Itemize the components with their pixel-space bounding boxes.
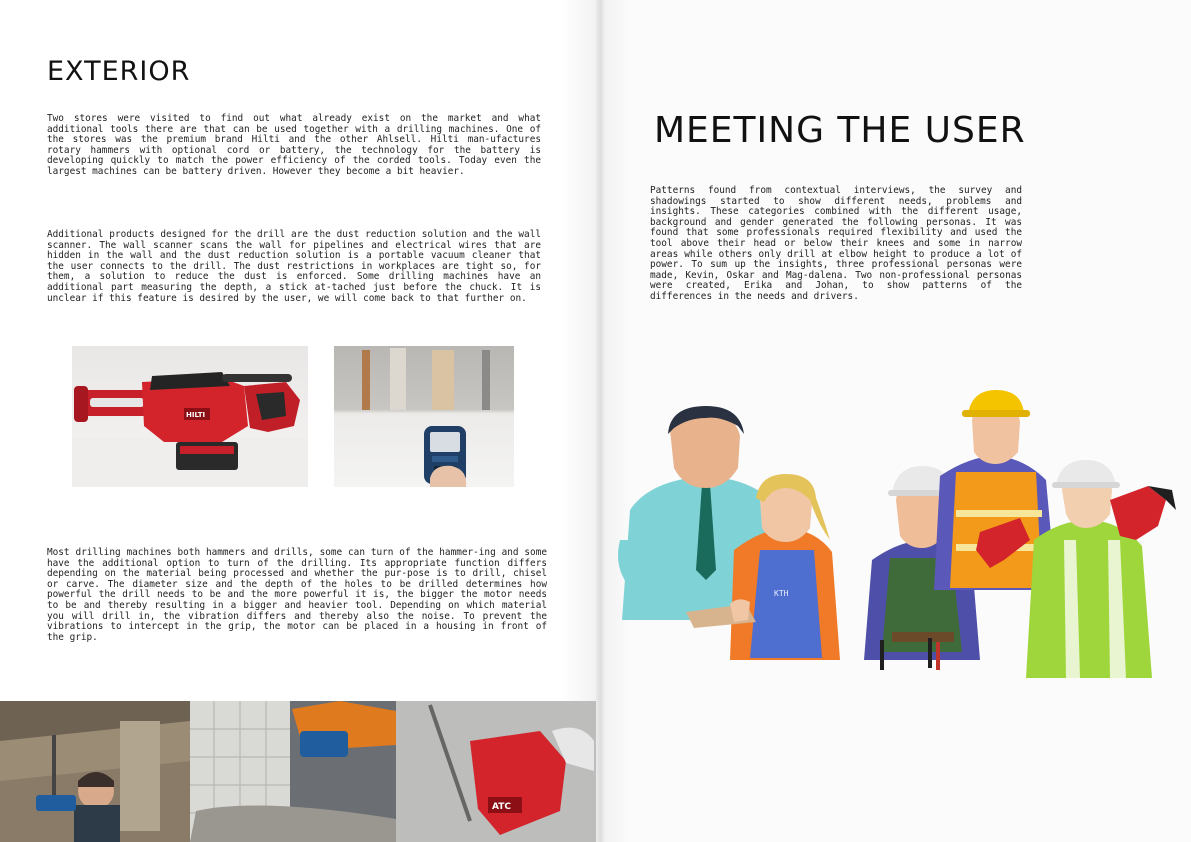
drill-brand-label: HILTI [186, 411, 206, 419]
wall-scanner-photo [334, 346, 514, 487]
exterior-paragraph-3: Most drilling machines both hammers and drills, some can turn of the hammer-ing and some have the additional option to turn of the drilling. Its appropriate function differs depending on the material being processed and whether the pur-pose is to drill, chisel or carve. The diameter size and the depth of the holes to be drilled determines how powerful the drill needs to be and the more powerful it is, the bigger the motor needs to be and thereby resulting in a bigger and heavier tool. Depending on which material you will drill in, the vibration differs and thereby also the noise. To prevent the vibrations to intercept in the grip, the motor can be placed in a housing in front of the grip. [47, 547, 547, 643]
personas-illustration [610, 390, 1180, 690]
bottom-drill-label: ATC [492, 802, 512, 812]
exterior-paragraph-2: Additional products designed for the drill are the dust reduction solution and the wall scanner. The wall scanner scans the wall for pipelines and electrical wires that are hidden in the wall and the dust reduction solution is a portable vacuum cleaner that the user connects to the drill. The dust restrictions in workplaces are tight so, for them, a solution to reduce the dust is enforced. Some drilling machines have an additional part measuring the depth, a stick at-tached just before the chuck. It is unclear if this feature is desired by the user, we will come back to that further on. [47, 229, 541, 304]
exterior-title: EXTERIOR [47, 56, 191, 87]
meeting-user-paragraph: Patterns found from contextual interviews, the survey and shadowings started to show different needs, problems and insights. These categories combined with the different usage, background and gender generated the following personas. It was found that some professionals required flexibility and used the tool above their head or below their knees and some in narrow areas while others only drill at elbow height to produce a lot of power. To sum up the insights, three professional personas were made, Kevin, Oskar and Mag-dalena. Two non-professional personas were created, Erika and Johan, to show patterns of the differences in the needs and drivers. [650, 185, 1022, 302]
drilling-photos-strip [0, 701, 596, 842]
hilti-drill-photo [72, 346, 308, 487]
apron-label: KTH [774, 589, 789, 598]
persona-green-vest [1026, 460, 1176, 678]
meeting-user-title: MEETING THE USER [654, 110, 1026, 151]
exterior-paragraph-1: Two stores were visited to find out what already exist on the market and what additional tools there are that can be used together with a drilling machines. One of the stores was the premium brand Hilti and the other Ahlsell. Hilti man-ufactures rotary hammers with optional cord or battery, the technology for the battery is developing quickly to match the power efficiency of the corded tools. Today even the largest machines can be battery driven. However they become a bit heavier. [47, 113, 541, 177]
